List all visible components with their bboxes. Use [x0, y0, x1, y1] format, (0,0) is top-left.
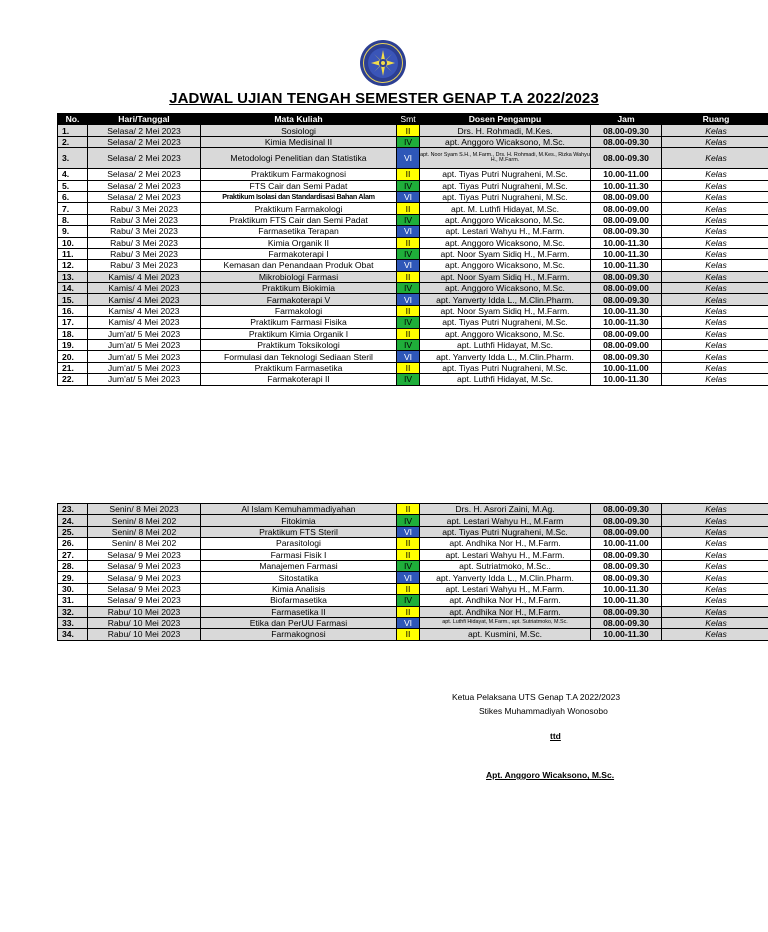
row-course: Praktikum Isolasi dan Standardisasi Bahan Alam: [201, 191, 397, 202]
row-lecturer: apt. Anggoro Wicaksono, M.Sc.: [420, 283, 591, 294]
row-time: 08.00-09.30: [591, 515, 662, 526]
row-lecturer: apt. Sutriatmoko, M.Sc..: [420, 560, 591, 571]
row-semester: IV: [397, 180, 420, 191]
row-time: 10.00-11.30: [591, 629, 662, 640]
row-date: Selasa/ 9 Mei 2023: [88, 560, 201, 571]
row-course: Farmasetika II: [201, 606, 397, 617]
row-semester: VI: [397, 226, 420, 237]
row-lecturer: apt. Lestari Wahyu H., M.Farm.: [420, 549, 591, 560]
row-room: Kelas: [662, 191, 768, 202]
row-date: Kamis/ 4 Mei 2023: [88, 317, 201, 328]
row-number: 21.: [58, 362, 88, 373]
row-number: 6.: [58, 191, 88, 202]
row-time: 10.00-11.30: [591, 180, 662, 191]
header-no: No.: [58, 114, 88, 125]
row-course: Metodologi Penelitian dan Statistika: [201, 148, 397, 169]
table-row: [58, 283, 768, 294]
row-time: 08.00-09.00: [591, 191, 662, 202]
row-date: Kamis/ 4 Mei 2023: [88, 305, 201, 316]
row-course: Farmakoterapi I: [201, 248, 397, 259]
row-date: Selasa/ 9 Mei 2023: [88, 549, 201, 560]
row-number: 5.: [58, 180, 88, 191]
row-room: Kelas: [662, 283, 768, 294]
schedule-table-1: [57, 113, 768, 386]
table-row: [58, 260, 768, 271]
row-course: Biofarmasetika: [201, 595, 397, 606]
row-lecturer: apt. Tiyas Putri Nugraheni, M.Sc.: [420, 317, 591, 328]
row-date: Selasa/ 2 Mei 2023: [88, 180, 201, 191]
row-lecturer: apt. Noor Syam Sidiq H., M.Farm.: [420, 271, 591, 282]
row-number: 16.: [58, 305, 88, 316]
row-time: 08.00-09.30: [591, 351, 662, 362]
row-time: 10.00-11.00: [591, 169, 662, 180]
row-time: 10.00-11.30: [591, 260, 662, 271]
row-date: Selasa/ 2 Mei 2023: [88, 136, 201, 147]
row-lecturer: apt. Yanverty Idda L., M.Clin.Pharm.: [420, 351, 591, 362]
table-row: [58, 583, 768, 594]
row-lecturer: apt. Anggoro Wicaksono, M.Sc.: [420, 214, 591, 225]
table-row: [58, 125, 768, 136]
table-row: [58, 226, 768, 237]
row-lecturer: apt. Tiyas Putri Nugraheni, M.Sc.: [420, 362, 591, 373]
row-course: Sitostatika: [201, 572, 397, 583]
row-time: 10.00-11.30: [591, 305, 662, 316]
table-row: [58, 191, 768, 202]
row-lecturer: Drs. H. Rohmadi, M.Kes.: [420, 125, 591, 136]
row-semester: II: [397, 169, 420, 180]
row-course: Al Islam Kemuhammadiyahan: [201, 504, 397, 515]
row-course: Praktikum Toksikologi: [201, 340, 397, 351]
row-date: Selasa/ 2 Mei 2023: [88, 148, 201, 169]
row-number: 20.: [58, 351, 88, 362]
row-date: Senin/ 8 Mei 202: [88, 538, 201, 549]
header-smt: Smt: [397, 114, 420, 125]
row-number: 17.: [58, 317, 88, 328]
row-course: Parasitologi: [201, 538, 397, 549]
row-semester: II: [397, 328, 420, 339]
row-semester: II: [397, 549, 420, 560]
row-lecturer: apt. Kusmini, M.Sc.: [420, 629, 591, 640]
row-date: Selasa/ 2 Mei 2023: [88, 169, 201, 180]
row-number: 13.: [58, 271, 88, 282]
row-semester: IV: [397, 283, 420, 294]
row-lecturer: apt. Luthfi Hidayat, M.Farm., apt. Sutriatmoko, M.Sc.: [420, 617, 591, 628]
row-number: 11.: [58, 248, 88, 259]
row-course: Kimia Organik II: [201, 237, 397, 248]
table-row: [58, 504, 768, 515]
row-number: 9.: [58, 226, 88, 237]
row-time: 10.00-11.30: [591, 317, 662, 328]
row-room: Kelas: [662, 203, 768, 214]
row-time: 08.00-09.30: [591, 549, 662, 560]
row-room: Kelas: [662, 526, 768, 537]
row-time: 08.00-09.30: [591, 271, 662, 282]
row-time: 10.00-11.30: [591, 237, 662, 248]
row-semester: IV: [397, 595, 420, 606]
row-course: Kimia Analisis: [201, 583, 397, 594]
row-time: 08.00-09.30: [591, 148, 662, 169]
table-row: [58, 549, 768, 560]
row-semester: VI: [397, 351, 420, 362]
row-time: 10.00-11.30: [591, 583, 662, 594]
row-lecturer: apt. Anggoro Wicaksono, M.Sc.: [420, 237, 591, 248]
row-room: Kelas: [662, 351, 768, 362]
row-semester: VI: [397, 148, 420, 169]
row-semester: IV: [397, 136, 420, 147]
row-date: Jum'at/ 5 Mei 2023: [88, 374, 201, 385]
row-lecturer: apt. Lestari Wahyu H., M.Farm.: [420, 583, 591, 594]
row-number: 19.: [58, 340, 88, 351]
header-hari-tanggal: Hari/Tanggal: [88, 114, 201, 125]
row-room: Kelas: [662, 572, 768, 583]
row-lecturer: apt. Tiyas Putri Nugraheni, M.Sc.: [420, 180, 591, 191]
table-row: [58, 606, 768, 617]
row-semester: IV: [397, 340, 420, 351]
row-room: Kelas: [662, 606, 768, 617]
row-course: Kemasan dan Penandaan Produk Obat: [201, 260, 397, 271]
row-room: Kelas: [662, 617, 768, 628]
row-room: Kelas: [662, 538, 768, 549]
table-row: [58, 305, 768, 316]
row-time: 10.00-11.30: [591, 248, 662, 259]
university-seal-icon: [359, 39, 407, 87]
row-room: Kelas: [662, 629, 768, 640]
row-course: Praktikum Kimia Organik I: [201, 328, 397, 339]
row-course: Fitokimia: [201, 515, 397, 526]
header-dosen: Dosen Pengampu: [420, 114, 591, 125]
row-course: Praktikum Biokimia: [201, 283, 397, 294]
table-row: [58, 328, 768, 339]
row-number: 15.: [58, 294, 88, 305]
row-date: Rabu/ 3 Mei 2023: [88, 260, 201, 271]
table-row: [58, 169, 768, 180]
row-date: Senin/ 8 Mei 202: [88, 526, 201, 537]
table-row: [58, 595, 768, 606]
row-semester: II: [397, 271, 420, 282]
row-semester: II: [397, 203, 420, 214]
row-number: 32.: [58, 606, 88, 617]
row-number: 25.: [58, 526, 88, 537]
row-room: Kelas: [662, 515, 768, 526]
table-row: [58, 560, 768, 571]
row-lecturer: apt. M. Luthfi Hidayat, M.Sc.: [420, 203, 591, 214]
row-semester: IV: [397, 317, 420, 328]
row-course: Etika dan PerUU Farmasi: [201, 617, 397, 628]
row-time: 08.00-09.30: [591, 125, 662, 136]
row-semester: II: [397, 504, 420, 515]
signature-title: Ketua Pelaksana UTS Genap T.A 2022/2023: [452, 692, 621, 702]
row-lecturer: apt. Luthfi Hidayat, M.Sc.: [420, 374, 591, 385]
table-row: [58, 214, 768, 225]
table-row: [58, 271, 768, 282]
header-ruang: Ruang: [662, 114, 768, 125]
row-room: Kelas: [662, 305, 768, 316]
row-date: Rabu/ 10 Mei 2023: [88, 606, 201, 617]
row-time: 08.00-09.00: [591, 214, 662, 225]
row-room: Kelas: [662, 237, 768, 248]
row-date: Rabu/ 10 Mei 2023: [88, 617, 201, 628]
row-lecturer: apt. Noor Syam Sidiq H., M.Farm.: [420, 305, 591, 316]
row-number: 8.: [58, 214, 88, 225]
row-time: 10.00-11.30: [591, 595, 662, 606]
row-course: Farmasetika Terapan: [201, 226, 397, 237]
row-course: Farmakoterapi II: [201, 374, 397, 385]
row-semester: VI: [397, 191, 420, 202]
row-lecturer: apt. Andhika Nor H., M.Farm.: [420, 538, 591, 549]
row-course: Farmakologi: [201, 305, 397, 316]
row-semester: IV: [397, 374, 420, 385]
row-room: Kelas: [662, 504, 768, 515]
row-number: 28.: [58, 560, 88, 571]
row-lecturer: apt. Anggoro Wicaksono, M.Sc.: [420, 328, 591, 339]
signature-name: Apt. Anggoro Wicaksono, M.Sc.: [486, 770, 615, 780]
row-lecturer: apt. Tiyas Putri Nugraheni, M.Sc.: [420, 191, 591, 202]
table-row: [58, 629, 768, 640]
row-semester: VI: [397, 572, 420, 583]
row-time: 10.00-11.00: [591, 362, 662, 373]
row-course: Formulasi dan Teknologi Sediaan Steril: [201, 351, 397, 362]
row-room: Kelas: [662, 248, 768, 259]
schedule-table-2: [57, 503, 768, 641]
row-lecturer: apt. Luthfi Hidayat, M.Sc.: [420, 340, 591, 351]
row-course: Kimia Medisinal II: [201, 136, 397, 147]
table-row: [58, 180, 768, 191]
row-room: Kelas: [662, 317, 768, 328]
table-row: [58, 248, 768, 259]
row-lecturer: apt. Anggoro Wicaksono, M.Sc.: [420, 260, 591, 271]
row-semester: VI: [397, 617, 420, 628]
row-lecturer: apt. Tiyas Putri Nugraheni, M.Sc.: [420, 169, 591, 180]
row-date: Kamis/ 4 Mei 2023: [88, 294, 201, 305]
row-room: Kelas: [662, 226, 768, 237]
row-number: 7.: [58, 203, 88, 214]
row-room: Kelas: [662, 340, 768, 351]
row-number: 10.: [58, 237, 88, 248]
row-semester: II: [397, 583, 420, 594]
row-lecturer: apt. Lestari Wahyu H., M.Farm.: [420, 226, 591, 237]
row-number: 34.: [58, 629, 88, 640]
row-room: Kelas: [662, 560, 768, 571]
table-row: [58, 294, 768, 305]
row-room: Kelas: [662, 260, 768, 271]
row-room: Kelas: [662, 136, 768, 147]
row-date: Jum'at/ 5 Mei 2023: [88, 340, 201, 351]
row-number: 23.: [58, 504, 88, 515]
row-course: Manajemen Farmasi: [201, 560, 397, 571]
table-header-row: [58, 114, 768, 125]
row-time: 08.00-09.00: [591, 526, 662, 537]
row-time: 10.00-11.30: [591, 374, 662, 385]
row-semester: II: [397, 305, 420, 316]
row-room: Kelas: [662, 328, 768, 339]
row-number: 1.: [58, 125, 88, 136]
row-time: 08.00-09.30: [591, 136, 662, 147]
row-semester: IV: [397, 248, 420, 259]
row-semester: IV: [397, 515, 420, 526]
row-room: Kelas: [662, 362, 768, 373]
row-number: 2.: [58, 136, 88, 147]
row-number: 18.: [58, 328, 88, 339]
row-semester: IV: [397, 560, 420, 571]
row-number: 33.: [58, 617, 88, 628]
row-course: FTS Cair dan Semi Padat: [201, 180, 397, 191]
table-row: [58, 617, 768, 628]
row-course: Praktikum Farmakologi: [201, 203, 397, 214]
row-number: 12.: [58, 260, 88, 271]
row-time: 08.00-09.30: [591, 294, 662, 305]
row-lecturer: apt. Yanverty Idda L., M.Clin.Pharm.: [420, 572, 591, 583]
row-date: Rabu/ 3 Mei 2023: [88, 214, 201, 225]
row-room: Kelas: [662, 125, 768, 136]
signature-institution: Stikes Muhammadiyah Wonosobo: [479, 706, 608, 716]
signature-ttd: ttd: [550, 731, 561, 741]
row-room: Kelas: [662, 294, 768, 305]
row-course: Mikrobiologi Farmasi: [201, 271, 397, 282]
table-row: [58, 340, 768, 351]
row-room: Kelas: [662, 549, 768, 560]
row-course: Farmasi Fisik I: [201, 549, 397, 560]
row-room: Kelas: [662, 583, 768, 594]
row-course: Praktikum Farmasi Fisika: [201, 317, 397, 328]
table-row: [58, 374, 768, 385]
row-semester: II: [397, 362, 420, 373]
row-date: Kamis/ 4 Mei 2023: [88, 271, 201, 282]
row-lecturer: apt. Tiyas Putri Nugraheni, M.Sc.: [420, 526, 591, 537]
row-date: Jum'at/ 5 Mei 2023: [88, 328, 201, 339]
row-date: Kamis/ 4 Mei 2023: [88, 283, 201, 294]
row-date: Selasa/ 2 Mei 2023: [88, 125, 201, 136]
row-number: 14.: [58, 283, 88, 294]
row-time: 08.00-09.30: [591, 606, 662, 617]
row-room: Kelas: [662, 374, 768, 385]
row-lecturer: apt. Anggoro Wicaksono, M.Sc.: [420, 136, 591, 147]
table-row: [58, 203, 768, 214]
row-course: Sosiologi: [201, 125, 397, 136]
row-time: 08.00-09.30: [591, 572, 662, 583]
header-jam: Jam: [591, 114, 662, 125]
row-date: Jum'at/ 5 Mei 2023: [88, 362, 201, 373]
row-course: Praktikum FTS Steril: [201, 526, 397, 537]
row-date: Selasa/ 9 Mei 2023: [88, 583, 201, 594]
row-number: 27.: [58, 549, 88, 560]
row-time: 08.00-09.00: [591, 203, 662, 214]
row-semester: II: [397, 538, 420, 549]
row-room: Kelas: [662, 148, 768, 169]
row-date: Rabu/ 3 Mei 2023: [88, 237, 201, 248]
row-semester: II: [397, 125, 420, 136]
row-lecturer: apt. Noor Syam Sidiq H., M.Farm.: [420, 248, 591, 259]
row-room: Kelas: [662, 271, 768, 282]
row-course: Praktikum Farmakognosi: [201, 169, 397, 180]
row-date: Rabu/ 3 Mei 2023: [88, 203, 201, 214]
row-time: 08.00-09.30: [591, 504, 662, 515]
row-course: Farmakognosi: [201, 629, 397, 640]
row-number: 30.: [58, 583, 88, 594]
table-row: [58, 237, 768, 248]
row-course: Farmakoterapi V: [201, 294, 397, 305]
row-number: 26.: [58, 538, 88, 549]
row-date: Selasa/ 9 Mei 2023: [88, 595, 201, 606]
row-number: 24.: [58, 515, 88, 526]
row-date: Rabu/ 3 Mei 2023: [88, 248, 201, 259]
row-room: Kelas: [662, 180, 768, 191]
row-semester: VI: [397, 260, 420, 271]
row-semester: VI: [397, 526, 420, 537]
table-row: [58, 317, 768, 328]
row-date: Rabu/ 3 Mei 2023: [88, 226, 201, 237]
row-number: 29.: [58, 572, 88, 583]
row-time: 08.00-09.30: [591, 560, 662, 571]
row-room: Kelas: [662, 169, 768, 180]
row-date: Senin/ 8 Mei 2023: [88, 504, 201, 515]
table-row: [58, 351, 768, 362]
row-course: Praktikum FTS Cair dan Semi Padat: [201, 214, 397, 225]
row-number: 22.: [58, 374, 88, 385]
row-lecturer: apt. Lestari Wahyu H., M.Farm: [420, 515, 591, 526]
table-row: [58, 148, 768, 169]
row-semester: II: [397, 606, 420, 617]
row-lecturer: apt. Yanverty Idda L., M.Clin.Pharm.: [420, 294, 591, 305]
row-time: 10.00-11.00: [591, 538, 662, 549]
row-number: 4.: [58, 169, 88, 180]
row-time: 08.00-09.30: [591, 617, 662, 628]
row-date: Senin/ 8 Mei 202: [88, 515, 201, 526]
table-row: [58, 526, 768, 537]
row-date: Jum'at/ 5 Mei 2023: [88, 351, 201, 362]
table-row: [58, 362, 768, 373]
row-date: Selasa/ 9 Mei 2023: [88, 572, 201, 583]
row-semester: IV: [397, 214, 420, 225]
row-lecturer: apt. Andhika Nor H., M.Farm.: [420, 595, 591, 606]
table-row: [58, 136, 768, 147]
table-row: [58, 538, 768, 549]
row-time: 08.00-09.30: [591, 226, 662, 237]
row-semester: VI: [397, 294, 420, 305]
row-semester: II: [397, 237, 420, 248]
row-lecturer: apt. Noor Syam S.H., M.Farm., Drs. H. Rohmadi, M.Kes., Rizka Wahyu H., M.Farm.: [420, 148, 591, 169]
row-date: Rabu/ 10 Mei 2023: [88, 629, 201, 640]
row-course: Praktikum Farmasetika: [201, 362, 397, 373]
row-number: 3.: [58, 148, 88, 169]
document-title: JADWAL UJIAN TENGAH SEMESTER GENAP T.A 2022/2023: [169, 90, 599, 107]
row-semester: II: [397, 629, 420, 640]
row-time: 08.00-09.00: [591, 283, 662, 294]
row-number: 31.: [58, 595, 88, 606]
row-time: 08.00-09.00: [591, 328, 662, 339]
table-row: [58, 515, 768, 526]
table-row: [58, 572, 768, 583]
row-lecturer: Drs. H. Asrori Zaini, M.Ag.: [420, 504, 591, 515]
row-time: 08.00-09.00: [591, 340, 662, 351]
row-room: Kelas: [662, 214, 768, 225]
row-room: Kelas: [662, 595, 768, 606]
row-date: Selasa/ 2 Mei 2023: [88, 191, 201, 202]
row-lecturer: apt. Andhika Nor H., M.Farm.: [420, 606, 591, 617]
header-mata-kuliah: Mata Kuliah: [201, 114, 397, 125]
